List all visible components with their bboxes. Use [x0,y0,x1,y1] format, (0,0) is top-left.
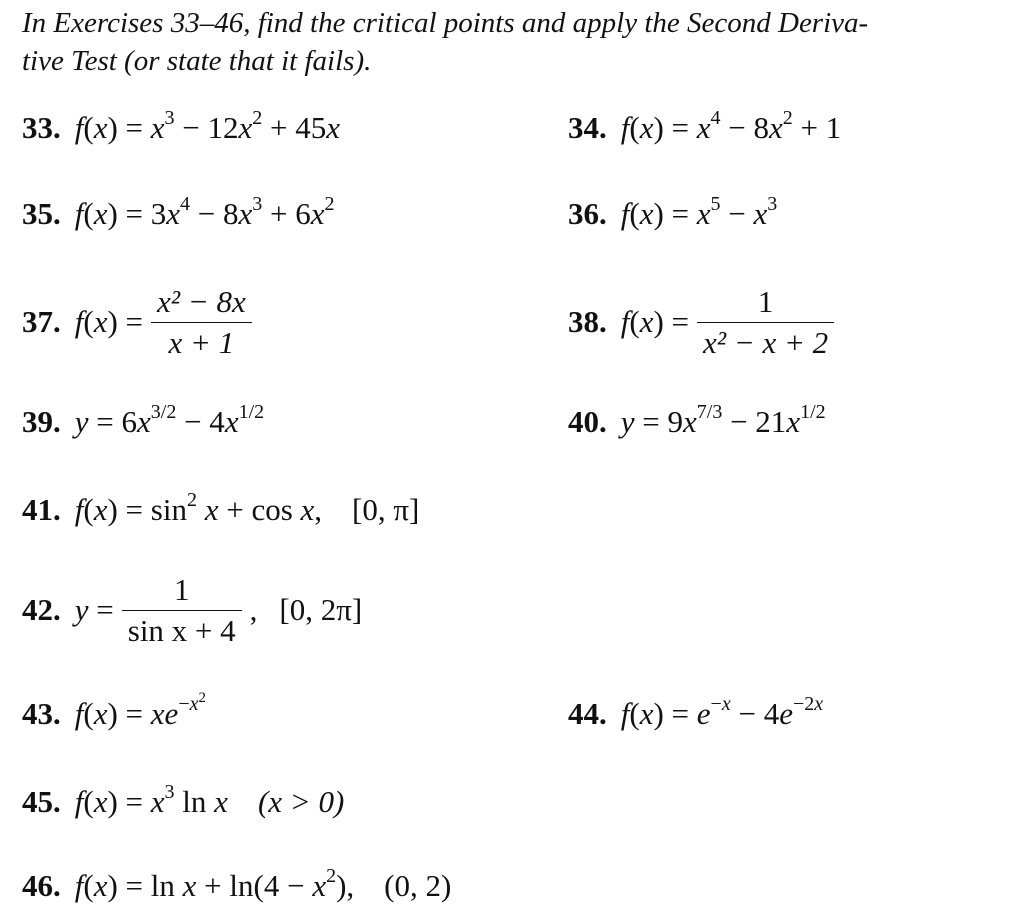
exercise-42-interval: [0, 2π] [279,592,363,627]
exercise-number: 33. [22,110,61,145]
exercise-34-formula: $f(x) = x^4 - 8x^2 + 1$ [620,107,842,145]
exercise-35 [22,184,335,244]
exercise-45-formula: $f(x) = x^3$ ln x [74,781,228,819]
exercise-33 [22,98,340,158]
fraction [122,573,242,648]
exercise-number: 38. [568,304,607,339]
instructions-paragraph [22,4,1002,80]
exercise-36 [568,184,777,244]
fraction-denominator: sin x + 4 [127,612,236,648]
instructions-line-1: In Exercises 33–46, find the critical points and apply the Second Deriva- [22,7,869,39]
exercise-46-formula: $f(x) = \ln x + \ln(4 - x^2)$, [74,865,355,903]
exercise-39 [22,392,264,452]
exercise-33-formula: $f(x) = x^3 - 12x^2 + 45x$ [74,107,341,145]
exercise-43 [22,684,206,744]
fraction-numerator: x² − 8x [157,283,246,319]
exercise-38-formula-lhs: f(x) = [620,304,690,339]
exercise-number: 41. [22,492,61,527]
exercise-40 [568,392,826,452]
fraction-numerator: 1 [757,283,774,319]
fraction [151,285,252,360]
exercise-42 [22,571,363,648]
exercise-number: 35. [22,196,61,231]
exercise-40-formula: $y = 9x^{7/3} - 21x^{1/2}$ [620,401,826,439]
fraction-denominator: x² − x + 2 [703,324,829,360]
exercise-34 [568,98,841,158]
exercise-number: 34. [568,110,607,145]
exercise-number: 37. [22,304,61,339]
fraction-denominator: x + 1 [168,324,235,360]
exercise-44 [568,684,823,744]
exercise-number: 46. [22,868,61,903]
exercise-number: 45. [22,784,61,819]
exercise-36-formula: $f(x) = x^5 - x^3$ [620,193,778,231]
exercise-45 [22,772,344,832]
exercise-38 [568,283,842,360]
exercise-44-formula: $f(x) = e^{-x} - 4e^{-2x}$ [620,693,824,731]
exercise-46-interval: (0, 2) [384,868,452,903]
exercise-43-formula: $f(x) = xe^{-x^2}$ [74,690,206,731]
exercise-number: 39. [22,404,61,439]
fraction-numerator: 1 [173,571,190,607]
exercise-number: 40. [568,404,607,439]
exercise-35-formula: $f(x) = 3x^4 - 8x^3 + 6x^2$ [74,193,335,231]
exercise-41 [22,480,419,540]
exercise-45-condition: (x > 0) [257,784,345,819]
comma: , [249,592,258,627]
exercise-number: 42. [22,592,61,627]
exercise-39-formula: $y = 6x^{3/2} - 4x^{1/2}$ [74,401,265,439]
exercise-46 [22,856,451,916]
instructions-line-2: tive Test (or state that it fails). [22,45,372,77]
exercise-41-interval: [0, π] [352,492,420,527]
exercise-41-formula: $f(x) = \sin^2 x + \cos x$, [74,489,323,527]
fraction [697,285,834,360]
exercise-37 [22,283,260,360]
exercise-37-formula-lhs: f(x) = [74,304,144,339]
exercise-number: 36. [568,196,607,231]
exercise-number: 44. [568,696,607,731]
exercise-42-formula-lhs: y = [74,592,114,627]
exercise-number: 43. [22,696,61,731]
